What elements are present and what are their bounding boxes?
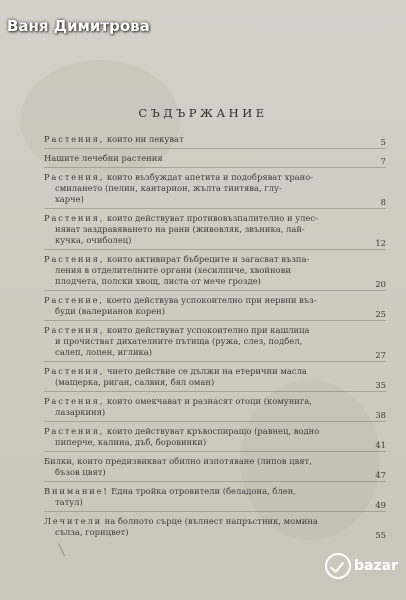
toc-entry-line [44, 306, 386, 317]
toc-entry-text: които действуват кръвоспиращо (равнец, водно [104, 426, 320, 436]
toc-entry-line [44, 254, 386, 265]
toc-entry [44, 134, 386, 149]
toc-entry [44, 172, 386, 209]
toc-entry-line [44, 426, 386, 437]
toc-entry [44, 456, 386, 482]
toc-page-number: 8 [380, 197, 386, 207]
toc-entry-text: плодчета, полски хвощ, листа от мече грозде) [55, 276, 261, 286]
toc-entry-line [44, 407, 386, 418]
toc-entry-line [44, 366, 386, 377]
toc-entry-text: които омекчават и разнасят отоци (комунига, [104, 396, 312, 406]
toc-entry-line [44, 235, 386, 246]
toc-entry [44, 486, 386, 512]
toc-entry-lead: Внимание! [44, 486, 109, 496]
toc-entry-text: пиперче, калина, дъб, боровинки) [55, 437, 207, 447]
toc-entry-line [44, 456, 386, 467]
toc-entry [44, 516, 386, 541]
toc-entry-line [44, 265, 386, 276]
watermark-text: bazar [354, 558, 398, 574]
toc-entry [44, 295, 386, 321]
toc-entry-text: които активират бъбреците и загасват възпа- [104, 254, 310, 264]
toc-entry [44, 153, 386, 168]
toc-entry-text: салеп, лопен, иглика) [55, 347, 153, 357]
toc-entry-lead: Растения, [44, 366, 105, 376]
toc-entry-text: татул) [55, 497, 83, 507]
toc-entry-line [44, 276, 386, 287]
toc-entry-text: Нашите лечебни растения [44, 153, 163, 163]
toc-entry-text: буди (валерианов корен) [55, 306, 166, 316]
toc-page-number: 7 [380, 156, 386, 166]
toc-entry [44, 254, 386, 291]
toc-entry-text: чието действие се дължи на етерични масла [104, 366, 307, 376]
toc-entry [44, 396, 386, 422]
toc-entry-text: харче) [55, 194, 84, 204]
bazar-logo-icon [325, 553, 351, 579]
table-of-contents [44, 134, 386, 541]
toc-page-number: 55 [375, 530, 386, 540]
toc-entry-line [44, 467, 386, 478]
toc-entry-text: бъзов цвят) [55, 467, 106, 477]
toc-page-number: 38 [375, 410, 386, 420]
toc-entry-line [44, 347, 386, 358]
toc-entry-lead: Растения, [44, 172, 105, 182]
toc-entry [44, 213, 386, 250]
toc-entry-lead: Растения, [44, 134, 105, 144]
toc-entry-text: Една тройка отровители (беладона, блен, [108, 486, 296, 496]
toc-entry-lead: Растения, [44, 426, 105, 436]
toc-entry [44, 325, 386, 362]
toc-entry-line [44, 183, 386, 194]
toc-entry-line [44, 153, 386, 164]
toc-page-number: 41 [375, 440, 386, 450]
toc-entry-line [44, 134, 386, 145]
toc-entry-lead: Растения, [44, 213, 105, 223]
toc-entry-line [44, 194, 386, 205]
toc-entry-lead: Растения, [44, 254, 105, 264]
toc-entry-line [44, 486, 386, 497]
toc-entry-text: ления в отделителните органи (хесилпиче, хвойнови [55, 265, 291, 275]
toc-entry-lead: Растение, [44, 295, 104, 305]
toc-entry-line [44, 527, 386, 538]
toc-entry-line [44, 295, 386, 306]
toc-page-number: 5 [380, 137, 386, 147]
toc-entry-text: които действуват противовъзпалително и улес- [104, 213, 318, 223]
page-title: СЪДЪРЖАНИЕ [138, 106, 268, 120]
toc-entry-text: лазаркиня) [55, 407, 106, 417]
toc-entry-text: на болното сърце (вълнест напръстник, момина [101, 516, 318, 526]
toc-entry [44, 366, 386, 392]
toc-entry-text: няват заздравяването на рани (живовляк, звъника, лай- [55, 224, 305, 234]
toc-page-number: 27 [375, 350, 386, 360]
toc-entry [44, 426, 386, 452]
toc-entry-lead: Растения, [44, 396, 105, 406]
toc-entry-line [44, 172, 386, 183]
toc-page-number: 47 [375, 470, 386, 480]
toc-entry-lead: Растения, [44, 325, 105, 335]
toc-entry-line [44, 396, 386, 407]
uploader-name: Ваня Димитрова [7, 17, 150, 35]
toc-page-number: 20 [375, 279, 386, 289]
toc-entry-line [44, 377, 386, 388]
toc-entry-line [44, 224, 386, 235]
toc-entry-line [44, 336, 386, 347]
toc-entry-text: които възбуждат апетита и подобряват храно- [104, 172, 314, 182]
toc-entry-text: което действува успокоително при нервни въз- [103, 295, 317, 305]
toc-entry-line [44, 437, 386, 448]
toc-entry-text: сълза, горицвет) [55, 527, 129, 537]
toc-entry-line [44, 497, 386, 508]
toc-entry-line [44, 516, 386, 527]
toc-entry-text: (мащерка, риган, салвия, бял оман) [55, 377, 215, 387]
toc-page-number: 12 [375, 238, 386, 248]
toc-entry-line [44, 213, 386, 224]
toc-page-number: 49 [375, 500, 386, 510]
toc-entry-text: кучка, очиболец) [55, 235, 132, 245]
toc-entry-line [44, 325, 386, 336]
toc-page-number: 25 [375, 309, 386, 319]
toc-entry-text: смилането (пелин, кантарион, жълта тинтява, глу- [55, 183, 282, 193]
toc-entry-text: Билки, които предизвикват обилно изпотяване (липов цвят, [44, 456, 312, 466]
toc-page-number: 35 [375, 380, 386, 390]
toc-entry-text: и прочистват дихателните пътища (ружа, слез, подбел, [55, 336, 303, 346]
toc-entry-text: които действуват успокоително при кашлица [104, 325, 310, 335]
toc-entry-lead: Лечители [44, 516, 102, 526]
toc-entry-text: които ни лекуват [104, 134, 184, 144]
